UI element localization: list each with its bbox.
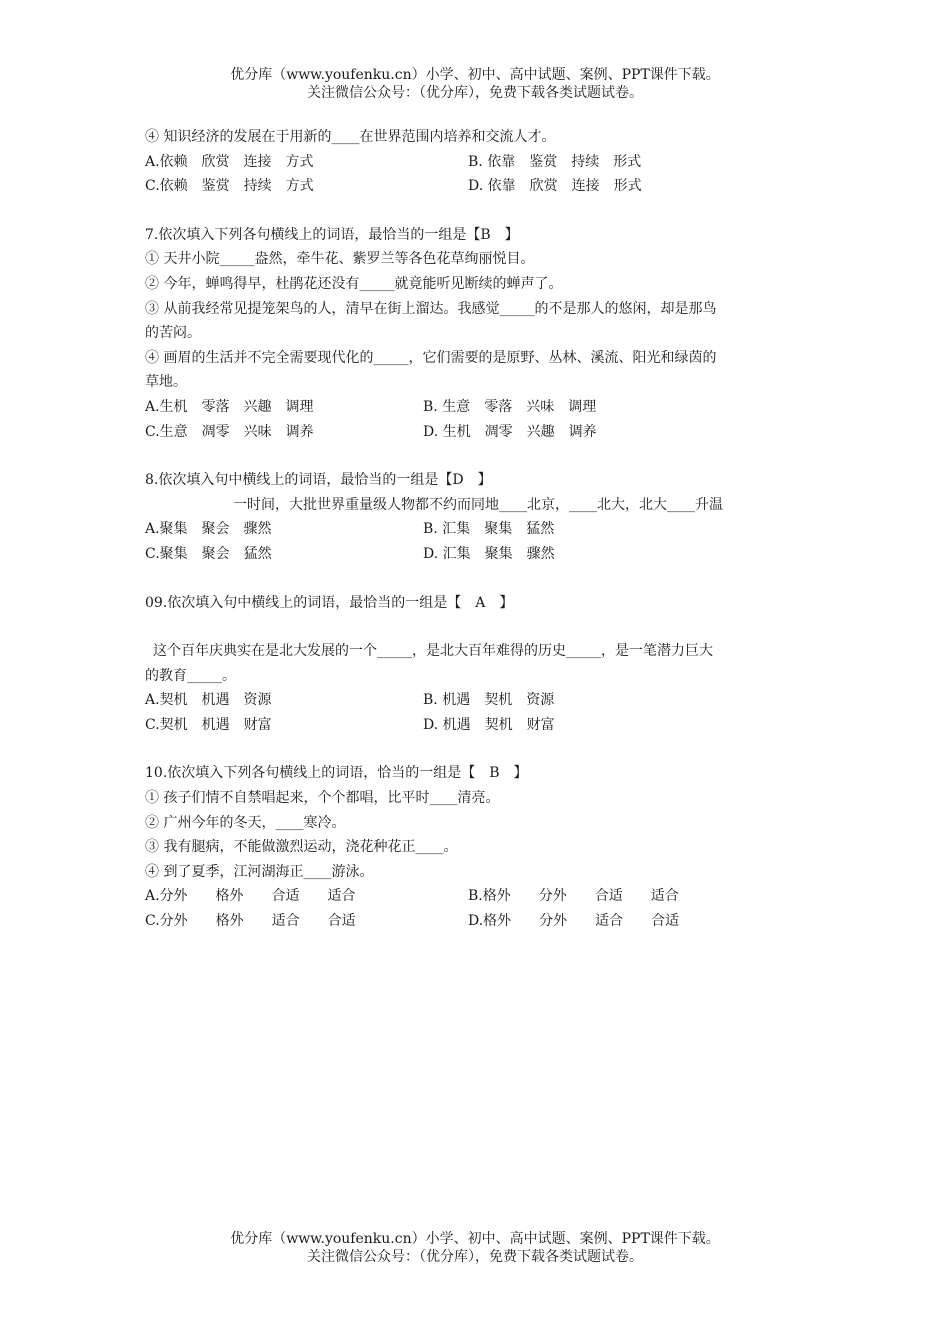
q7-title: 7.依次填入下列各句横线上的词语，最恰当的一组是【B 】	[145, 226, 519, 243]
q7-option-d: D. 生机 凋零 兴趣 调养	[423, 423, 597, 440]
q9-option-d: D. 机遇 契机 财富	[423, 716, 555, 733]
q7-option-a: A.生机 零落 兴趣 调理	[145, 398, 314, 415]
footer-line-1: 优分库（www.youfenku.cn）小学、初中、高中试题、案例、PPT课件下载。	[230, 1231, 720, 1247]
q7-sentence-3a: ③ 从前我经常见提笼架鸟的人，清早在街上溜达。我感觉_____的不是那人的悠闲，却是那鸟	[145, 300, 717, 317]
q9-options-row-1	[145, 688, 805, 713]
q10-title: 10.依次填入下列各句横线上的词语，恰当的一组是【 B 】	[145, 765, 528, 782]
q7-sentence-4b: 草地。	[145, 374, 187, 391]
q10-option-c: C.分外 格外 适合 合适	[145, 913, 356, 930]
q8-options-row-2	[145, 542, 805, 567]
q6-options-row-2	[145, 174, 805, 199]
q9-options-row-2	[145, 713, 805, 738]
q10-sentence-1: ① 孩子们情不自禁唱起来，个个都唱，比平时____清亮。	[145, 790, 500, 807]
q10-option-b: B.格外 分外 合适 适合	[468, 888, 679, 905]
q6-option-a: A.依赖 欣赏 连接 方式	[145, 153, 314, 170]
q9-sentence-b: 的教育_____。	[145, 667, 236, 684]
q7-option-c: C.生意 凋零 兴味 调养	[145, 423, 314, 440]
q8-options-row-1	[145, 517, 805, 542]
q7-options-row-1	[145, 395, 805, 420]
q9-sentence-a: 这个百年庆典实在是北大发展的一个_____，是北大百年难得的历史_____，是一笔潜力巨大	[153, 643, 713, 660]
q10-sentence-4: ④ 到了夏季，江河湖海正____游泳。	[145, 863, 374, 880]
q6-option-c: C.依赖 鉴赏 持续 方式	[145, 178, 314, 195]
q7-options-row-2	[145, 420, 805, 445]
page-header	[0, 66, 950, 102]
q7-sentence-4a: ④ 画眉的生活并不完全需要现代化的_____，它们需要的是原野、丛林、溪流、阳光和绿茵的	[145, 349, 717, 366]
q8-sentence: 一时间，大批世界重量级人物都不约而同地____北京，____北大，北大____升温	[233, 496, 723, 513]
q8-option-b: B. 汇集 聚集 猛然	[423, 521, 555, 538]
header-line-2: 关注微信公众号：（优分库），免费下载各类试题试卷。	[307, 85, 643, 101]
q9-option-a: A.契机 机遇 资源	[145, 692, 272, 709]
footer-line-2: 关注微信公众号：（优分库），免费下载各类试题试卷。	[307, 1249, 643, 1265]
q8-option-d: D. 汇集 聚集 骤然	[423, 545, 555, 562]
q8-title: 8.依次填入句中横线上的词语，最恰当的一组是【D 】	[145, 472, 492, 489]
q10-option-a: A.分外 格外 合适 适合	[145, 888, 356, 905]
q8-option-c: C.聚集 聚会 猛然	[145, 545, 272, 562]
q10-options-row-2	[145, 909, 805, 934]
q9-title: 09.依次填入句中横线上的词语，最恰当的一组是【 A 】	[145, 594, 514, 611]
q7-sentence-3b: 的苦闷。	[145, 325, 201, 342]
question-6	[145, 125, 805, 199]
q10-sentence-2: ② 广州今年的冬天，____寒冷。	[145, 814, 346, 831]
question-8	[145, 468, 805, 566]
question-7	[145, 223, 805, 444]
q6-option-b: B. 依靠 鉴赏 持续 形式	[468, 153, 642, 170]
q9-option-c: C.契机 机遇 财富	[145, 716, 272, 733]
page-footer	[0, 1230, 950, 1266]
q6-sentence-4: ④ 知识经济的发展在于用新的____在世界范围内培养和交流人才。	[145, 129, 556, 145]
question-10	[145, 761, 805, 933]
header-line-1: 优分库（www.youfenku.cn）小学、初中、高中试题、案例、PPT课件下载。	[230, 67, 720, 83]
q7-option-b: B. 生意 零落 兴味 调理	[423, 398, 597, 415]
q6-option-d: D. 依靠 欣赏 连接 形式	[468, 178, 642, 195]
q7-sentence-2: ② 今年，蝉鸣得早，杜鹃花还没有_____就竟能听见断续的蝉声了。	[145, 275, 563, 292]
q9-option-b: B. 机遇 契机 资源	[423, 692, 555, 709]
question-9	[145, 591, 805, 738]
q8-option-a: A.聚集 聚会 骤然	[145, 521, 272, 538]
q10-sentence-3: ③ 我有腿病，不能做激烈运动，浇花种花正____。	[145, 839, 458, 856]
q7-sentence-1: ① 天井小院_____盎然，牵牛花、紫罗兰等各色花草绚丽悦目。	[145, 251, 535, 268]
document-body	[145, 125, 805, 934]
q10-option-d: D.格外 分外 适合 合适	[468, 913, 680, 930]
q6-options-row-1	[145, 150, 805, 175]
q10-options-row-1	[145, 884, 805, 909]
